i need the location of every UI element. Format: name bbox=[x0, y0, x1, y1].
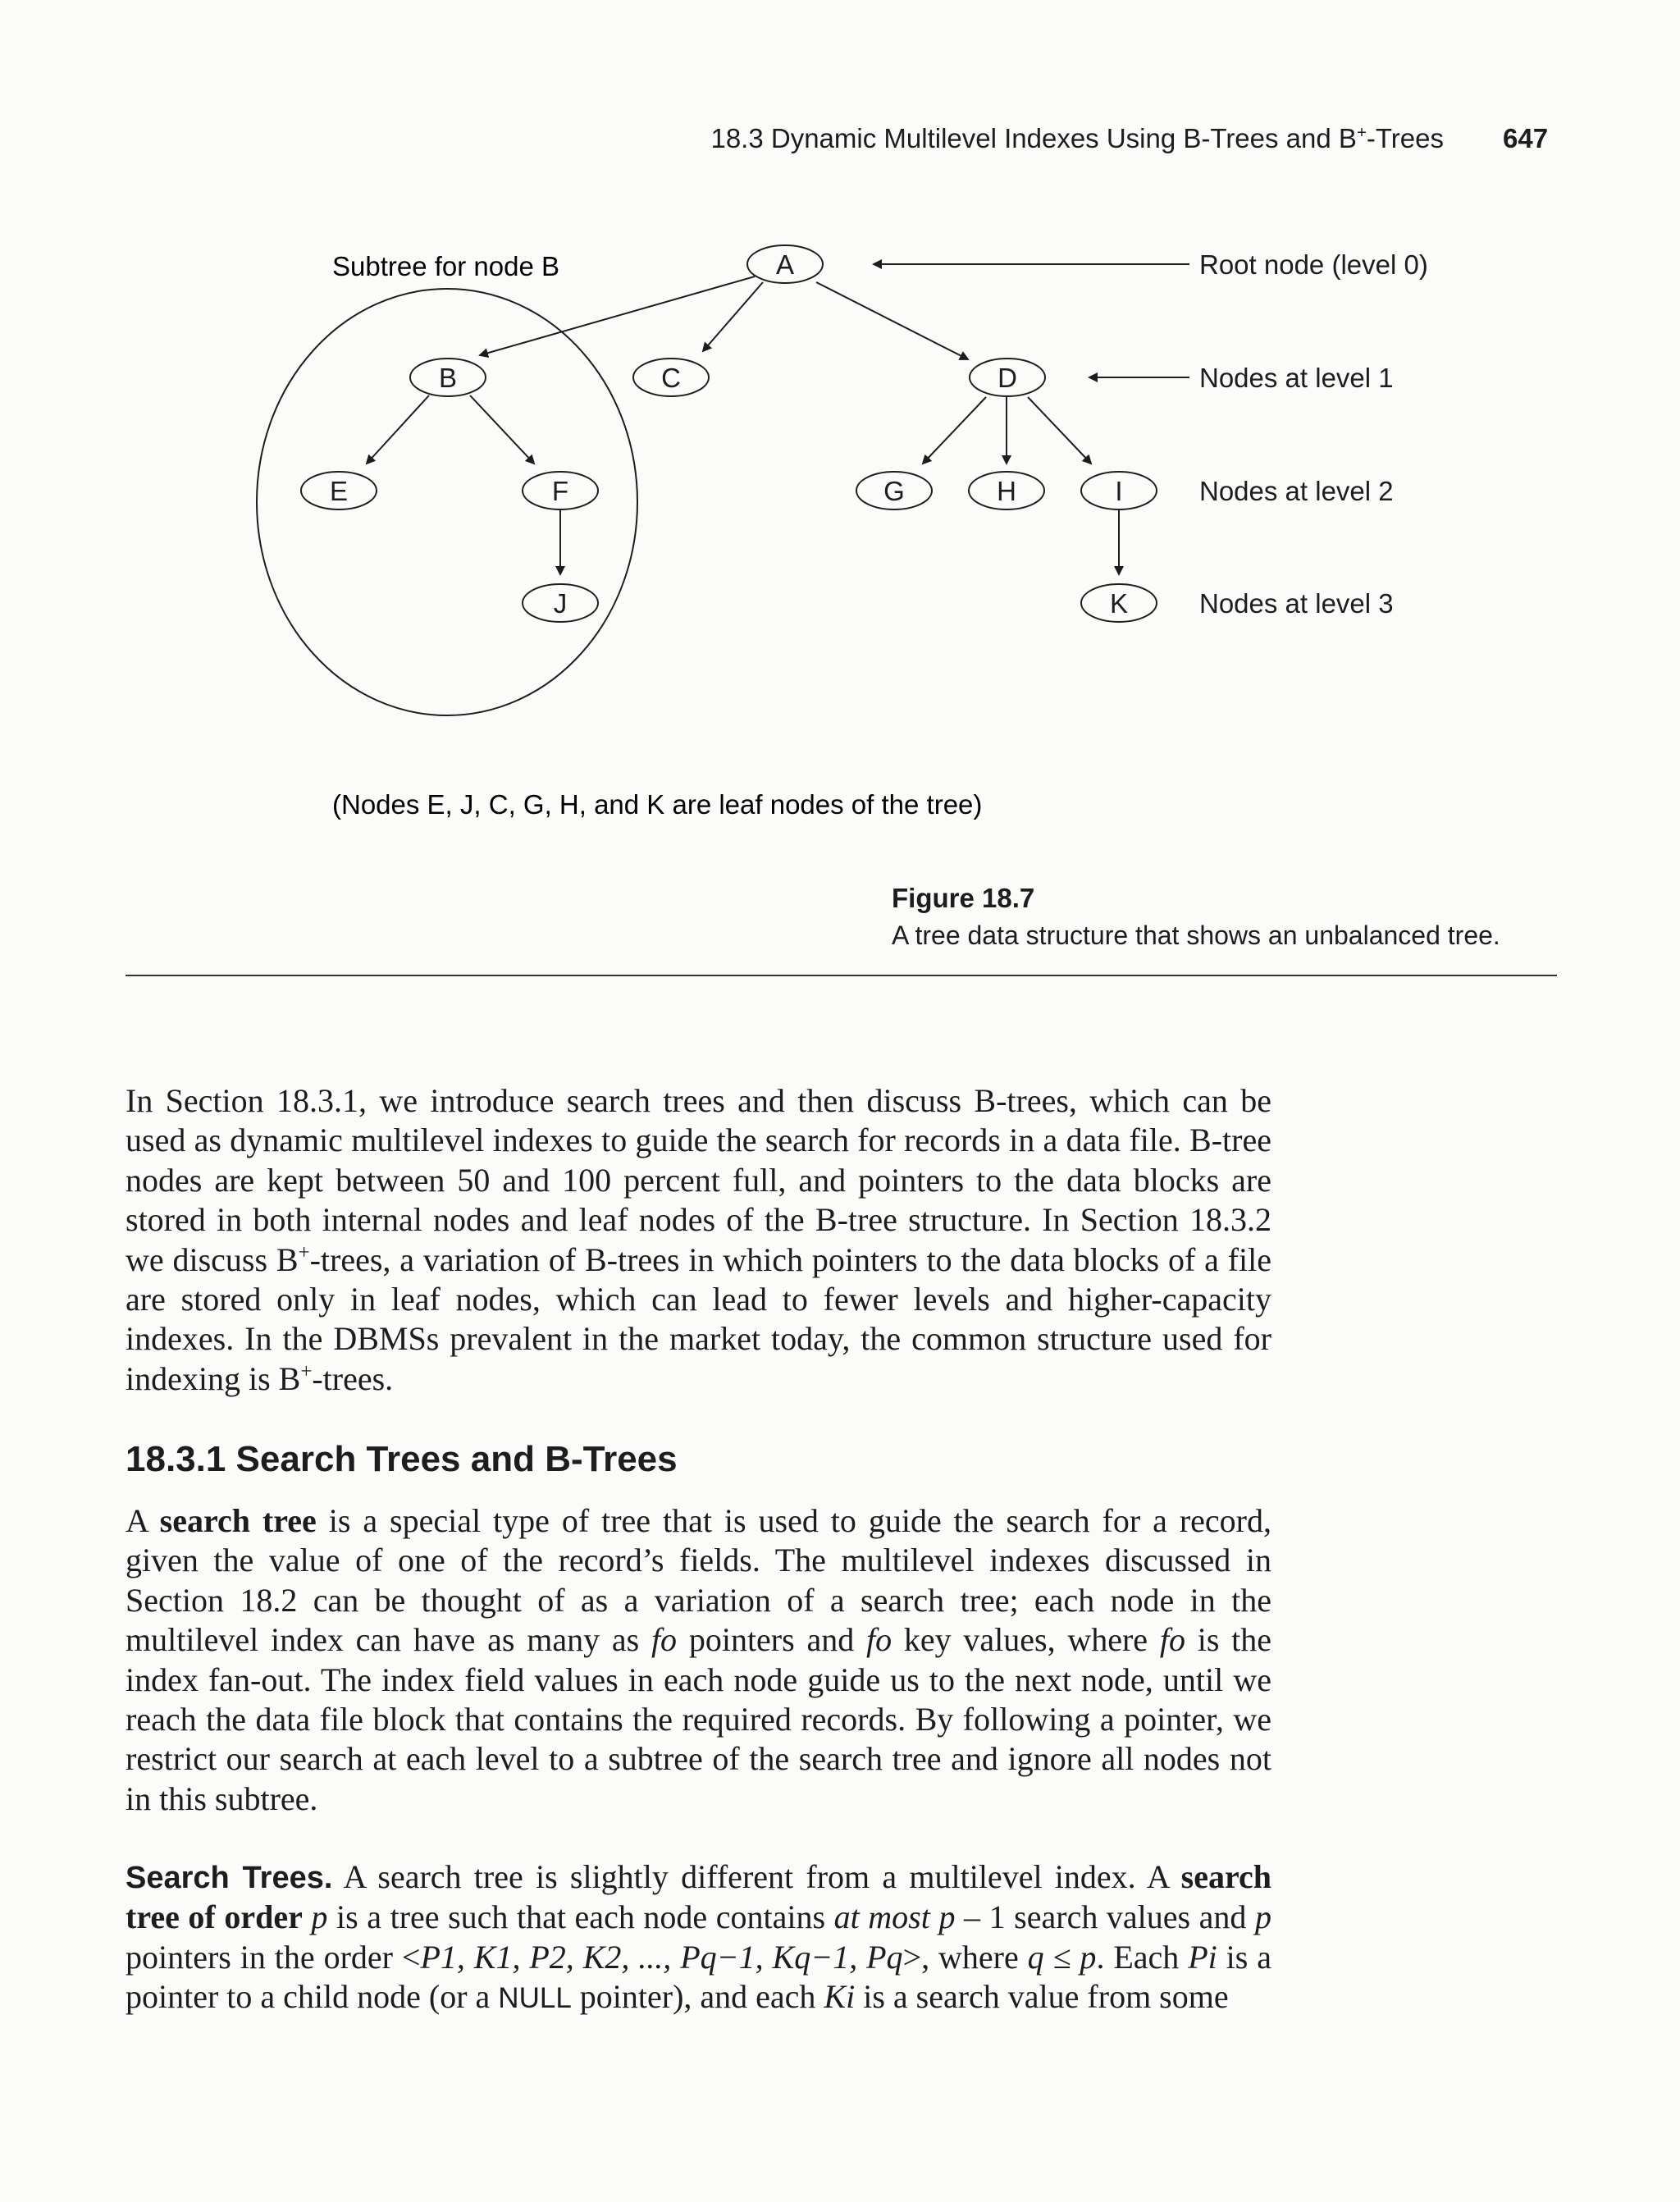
trees-p2: p bbox=[1255, 1898, 1272, 1936]
level-label-1: Nodes at level 1 bbox=[1199, 363, 1394, 393]
edge-d-i bbox=[1028, 397, 1091, 464]
trees-pi: Pi bbox=[1188, 1938, 1217, 1976]
level-label-2: Nodes at level 2 bbox=[1199, 476, 1394, 506]
page-number: 647 bbox=[1503, 123, 1549, 153]
edge-b-f bbox=[470, 395, 534, 464]
leaf-note: (Nodes E, J, C, G, H, and K are leaf nodes of the tree) bbox=[332, 789, 983, 820]
figure-label: Figure 18.7 bbox=[892, 883, 1035, 913]
node-i-label: I bbox=[1115, 476, 1123, 506]
trees-ki: Ki bbox=[824, 1978, 856, 2016]
node-g-label: G bbox=[883, 476, 905, 506]
running-head bbox=[0, 123, 1444, 154]
node-b-label: B bbox=[438, 363, 458, 393]
level-label-3: Nodes at level 3 bbox=[1199, 588, 1394, 619]
trees-text-7: is a pointer to a child node (or a bbox=[126, 1938, 1271, 2016]
node-k-label: K bbox=[1109, 588, 1129, 619]
running-head-end: -Trees bbox=[1366, 123, 1444, 153]
trees-text-6: . Each bbox=[1096, 1938, 1189, 1976]
trees-at-most: at most p bbox=[833, 1898, 956, 1936]
figure-caption-text: A tree data structure that shows an unbalanced tree. bbox=[892, 921, 1500, 950]
trees-text-9: is a search value from some bbox=[855, 1978, 1229, 2016]
tree-diagram bbox=[0, 213, 1680, 870]
running-head-sup: + bbox=[1356, 123, 1367, 142]
edge-d-g bbox=[923, 397, 986, 464]
section-heading: 18.3.1 Search Trees and B-Trees bbox=[126, 1439, 678, 1479]
trees-text-2: is a tree such that each node contains bbox=[327, 1898, 834, 1936]
trees-text-4: pointers in the order < bbox=[126, 1938, 421, 1976]
intro-sup-2: + bbox=[300, 1360, 313, 1383]
running-head-text: 18.3 Dynamic Multilevel Indexes Using B-Trees and B bbox=[710, 123, 1357, 153]
search-tree-paragraph bbox=[126, 1501, 1271, 1819]
trees-text-1: A search tree is slightly different from a multilevel index. A bbox=[332, 1858, 1181, 1895]
trees-condition: q ≤ p bbox=[1027, 1938, 1097, 1976]
intro-paragraph bbox=[126, 1081, 1271, 1399]
trees-sequence: P1, K1, P2, K2, ..., Pq−1, Kq−1, Pq bbox=[420, 1938, 903, 1976]
caption-divider bbox=[126, 975, 1557, 976]
figure-caption bbox=[892, 879, 1630, 953]
st-text-5: is the index fan-out. The index field values in each node guide us to the next node, until we reach the data file block that contains the required records. By following a pointer, we restrict our search at each level to a subtree of the search tree and ignore all nodes not in this subtree. bbox=[126, 1621, 1272, 1817]
st-text-3: pointers and bbox=[677, 1621, 866, 1659]
intro-text-2: -trees, a variation of B-trees in which pointers to the data blocks of a file are stored only in leaf nodes, which can lead to fewer levels and higher-capacity indexes. In the DBMSs prevalent in the market today, the common structure used for indexing is B bbox=[126, 1240, 1271, 1397]
subtree-label: Subtree for node B bbox=[332, 251, 560, 281]
search-trees-paragraph bbox=[126, 1857, 1271, 2019]
node-d-label: D bbox=[998, 363, 1017, 393]
trees-p: p bbox=[311, 1898, 328, 1936]
level-label-root: Root node (level 0) bbox=[1199, 249, 1428, 280]
node-f-label: F bbox=[551, 476, 569, 506]
trees-text-5: >, where bbox=[902, 1938, 1028, 1976]
edge-b-e bbox=[367, 395, 429, 464]
edge-a-c bbox=[703, 282, 763, 351]
st-fo-1: fo bbox=[651, 1621, 678, 1659]
node-a-label: A bbox=[775, 249, 795, 280]
edge-a-b bbox=[480, 276, 755, 355]
intro-text-3: -trees. bbox=[312, 1359, 394, 1397]
node-e-label: E bbox=[329, 476, 349, 506]
edge-a-d bbox=[816, 282, 968, 359]
st-text-1: A bbox=[126, 1502, 160, 1539]
trees-term: search tree of order bbox=[126, 1858, 1271, 1936]
st-term: search tree bbox=[159, 1502, 317, 1539]
st-text-4: key values, where bbox=[892, 1621, 1160, 1659]
node-h-label: H bbox=[997, 476, 1016, 506]
node-j-label: J bbox=[553, 588, 568, 619]
intro-sup-1: + bbox=[298, 1241, 310, 1264]
trees-text-8: pointer), and each bbox=[571, 1978, 824, 2016]
run-in-heading: Search Trees. bbox=[126, 1861, 333, 1895]
st-text-2: is a special type of tree that is used to guide the search for a record, given the value of one of the record’s fields. The multilevel indexes discussed in Section 18.2 can be thought of as a variation of a search tree; each node in the multilevel index can have as many as bbox=[126, 1502, 1271, 1659]
trees-null: NULL bbox=[498, 1982, 572, 2015]
st-fo-3: fo bbox=[1159, 1621, 1185, 1659]
st-fo-2: fo bbox=[865, 1621, 892, 1659]
node-c-label: C bbox=[661, 363, 681, 393]
intro-text-1: In Section 18.3.1, we introduce search trees and then discuss B-trees, which can be used as dynamic multilevel indexes to guide the search for records in a data file. B-tree nodes are kept between 50 and 100 percent full, and pointers to the data blocks are stored in both internal nodes and leaf nodes of the B-tree structure. In Section 18.3.2 we discuss B bbox=[126, 1082, 1271, 1278]
trees-text-3: – 1 search values and bbox=[955, 1898, 1256, 1936]
